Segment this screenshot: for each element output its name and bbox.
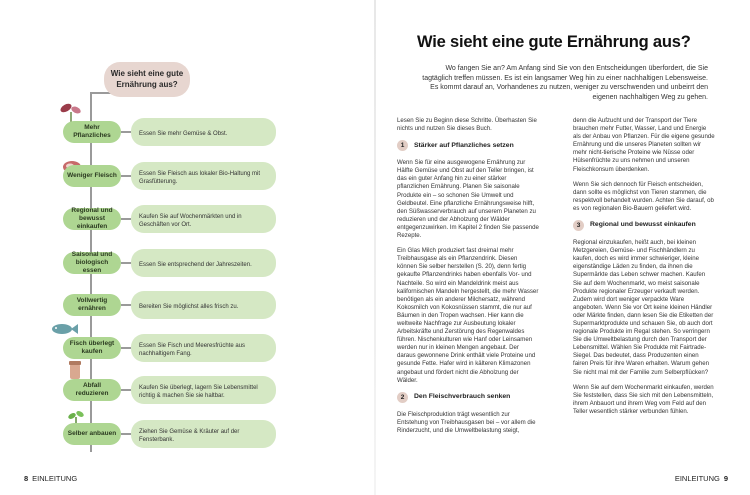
list-item bbox=[0, 291, 374, 319]
list-item bbox=[0, 376, 374, 404]
list-item bbox=[0, 420, 374, 448]
step-label: Regional und bewusst einkaufen bbox=[63, 208, 121, 230]
section-heading bbox=[397, 392, 539, 403]
step-description: Essen Sie mehr Gemüse & Obst. bbox=[131, 118, 276, 146]
list-item bbox=[0, 205, 374, 233]
paragraph: Lesen Sie zu Beginn diese Schritte. Überhasten Sie nichts und nutzen Sie dieses Buch. bbox=[397, 117, 537, 133]
page-footer-left bbox=[24, 474, 77, 483]
paragraph: Regional einzukaufen, heißt auch, bei kleinen Metzgereien, Gemüse- und Fischhändlern zu kaufen, doch es wird immer schwieriger, kleine eigenständige Läden zu finden, da ihnen die Supermärkte das Leben schwer machen. Kaufen Sie auf dem Wochenmarkt, wo meist saisonale Produkte regionaler Erzeuger verkauft werden. Zudem wird dort weniger verpackte Ware angeboten. Wenn Sie vor Ort keine kleinen Händler oder Märkte finden, dann lesen Sie die Etiketten der Supermarktprodukte und schauen Sie, ob auch dort regionale Produkte im Regal stehen. So verringern Sie die Umweltbelastung durch den Transport der Lebensmittel. Wählen Sie Produkte mit Fairtrade-Siegel. Das bedeutet, dass Produzenten einen fairen Preis für ihre Waren erhalten. Warum gehen Sie nicht mal mit der Familie zum Selberpflücken? bbox=[573, 239, 714, 376]
list-item bbox=[0, 334, 374, 362]
list-item bbox=[0, 118, 374, 146]
intro-text: Wo fangen Sie an? Am Anfang sind Sie von den Entscheidungen überfordert, die Sie tagtäglich treffen müssen. Es ist ein langsamer Weg hin zu einer nachhaltigen Lebensweise. Es kommt darauf an, Vorhandenes zu nutzen, weniger zu verschwenden und unbeirrt den eigenen nachhaltigen Weg zu gehen. bbox=[422, 65, 708, 101]
section-heading bbox=[397, 140, 539, 151]
step-label: Saisonal und biologisch essen bbox=[63, 252, 121, 274]
step-description: Bereiten Sie möglichst alles frisch zu. bbox=[131, 291, 276, 319]
step-label: Mehr Pflanzliches bbox=[63, 121, 121, 143]
text-column-1 bbox=[397, 117, 539, 442]
page-title: Wie sieht eine gute Ernährung aus? bbox=[417, 33, 691, 51]
section-heading bbox=[573, 220, 715, 231]
section-number: 2 bbox=[397, 392, 408, 403]
list-item bbox=[0, 162, 374, 190]
step-description: Kaufen Sie auf Wochenmärkten und in Geschäften vor Ort. bbox=[131, 205, 276, 233]
right-page bbox=[376, 0, 750, 495]
section-title: Den Fleischverbrauch senken bbox=[414, 393, 511, 401]
page-number: 8 bbox=[24, 474, 29, 483]
step-label: Abfall reduzieren bbox=[63, 379, 121, 401]
paragraph: Wenn Sie auf dem Wochenmarkt einkaufen, werden Sie feststellen, dass Sie sich mit den Lebensmitteln, ihrem Anbauort und ihrem Weg vom Feld auf den Teller wesentlich stärker verbunden fühlen. bbox=[573, 383, 714, 415]
list-item bbox=[0, 249, 374, 277]
step-label: Weniger Fleisch bbox=[63, 165, 121, 187]
diagram-header: Wie sieht eine gute Ernährung aus? bbox=[104, 62, 190, 97]
step-description: Kaufen Sie überlegt, lagern Sie Lebensmittel richtig & machen Sie sie haltbar. bbox=[131, 376, 276, 404]
step-description: Essen Sie Fisch und Meeresfrüchte aus nachhaltigem Fang. bbox=[131, 334, 276, 362]
paragraph: Wenn Sie für eine ausgewogene Ernährung zur Hälfte Gemüse und Obst auf den Teller bringen, ist das ein guter Anfang hin zu einer stärker pflanzlichen Ernährung. Planen Sie saisonale Produkte ein – so schonen Sie Umwelt und Geldbeutel. Eine pflanzliche Ernährungsweise hilft, den Süßwasserverbrauch auf unserem Planeten zu reduzieren und der Abholzung der Wälder entgegenzuwirken. Im Kapitel 2 finden Sie passende Rezepte. bbox=[397, 159, 539, 240]
left-page bbox=[0, 0, 374, 495]
page-footer-right bbox=[675, 474, 728, 483]
page-label: EINLEITUNG bbox=[674, 474, 720, 483]
paragraph: Die Fleischproduktion trägt wesentlich zur Entstehung von Treibhausgasen bei – vor allem die Rinderzucht, und die Umweltbelastung steigt, bbox=[397, 410, 536, 434]
page-label: EINLEITUNG bbox=[32, 474, 78, 483]
section-title: Regional und bewusst einkaufen bbox=[590, 221, 696, 229]
step-description: Essen Sie entsprechend der Jahreszeiten. bbox=[131, 249, 276, 277]
paragraph: Ein Glas Milch produziert fast dreimal mehr Treibhausgase als ein Pflanzendrink. Diesen können Sie selber herstellen (S. 20), denn fertig gekaufte Pflanzendrinks haben ebenfalls Vor- und Nachteile. So wird ein Mandeldrink meist aus kalifornischen Mandeln hergestellt, die mehr Wasser benötigen als ein anderer Milchersatz, während Kokosmilch von Kokosnüssen stammt, die nur auf Bäumen in den Tropen wachsen. Hier kann die weltweite Nachfrage zur Ausbeutung lokaler Arbeitskräfte und Zerstörung des Regenwaldes führen. Nischenkulturen wie Hanf oder Leinsamen werden nur in kleinen Mengen angebaut. Der daraus gewonnene Drink enthält viele Proteine und gesunde Fette. Hafer wird in kälteren Klimazonen angebaut und fördert nicht die Abholzung der Wälder. bbox=[397, 247, 539, 384]
section-number: 3 bbox=[573, 220, 584, 231]
step-description: Essen Sie Fleisch aus lokaler Bio-Haltung mit Grasfütterung. bbox=[131, 162, 276, 190]
step-label: Vollwertig ernähren bbox=[63, 294, 121, 316]
paragraph: Wenn Sie sich dennoch für Fleisch entscheiden, dann sollte es möglichst von Tieren stammen, die respektvoll behandelt wurden. Achten Sie darauf, ob es von regionalen Bio-Bauern geliefert wird. bbox=[573, 180, 714, 212]
step-label: Fisch überlegt kaufen bbox=[63, 337, 121, 359]
step-label: Selber anbauen bbox=[63, 423, 121, 445]
page-number: 9 bbox=[723, 474, 728, 483]
section-number: 1 bbox=[397, 140, 408, 151]
section-title: Stärker auf Pflanzliches setzen bbox=[414, 141, 514, 149]
step-description: Ziehen Sie Gemüse & Kräuter auf der Fensterbank. bbox=[131, 420, 276, 448]
paragraph: denn die Aufzucht und der Transport der Tiere brauchen mehr Futter, Wasser, Land und Energie als der Anbau von Pflanzen. Für die eigene gesunde Ernährung und die unseres Planeten sollten wir mehr nicht-tierische Proteine wie Nüsse oder Hülsenfrüchte zu uns nehmen und unseren Fleischkonsum überdenken. bbox=[573, 117, 715, 173]
text-column-2 bbox=[573, 117, 715, 423]
